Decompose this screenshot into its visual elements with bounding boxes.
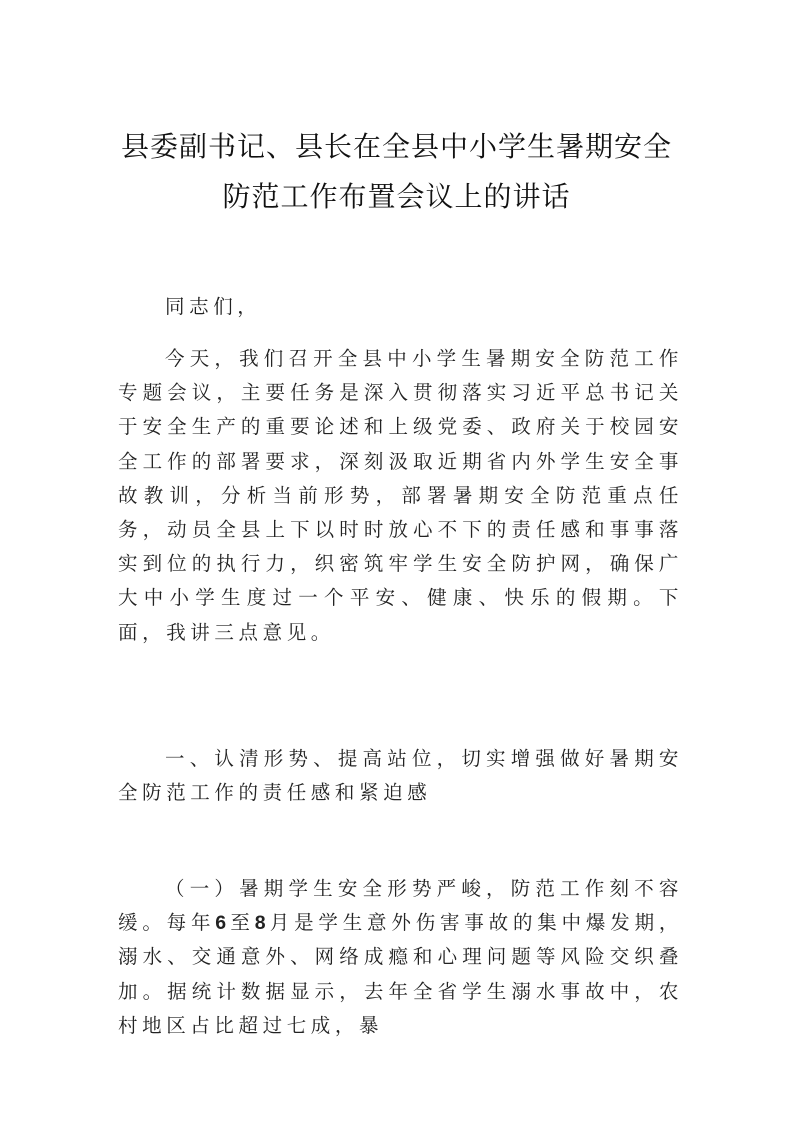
intro-paragraph: 今天，我们召开全县中小学生暑期安全防范工作专题会议，主要任务是深入贯彻落实习近平总书记关于安全生产的重要论述和上级党委、政府关于校园安全工作的部署要求，深刻汲取近期省内外学生安全事故教训，分析当前形势，部署暑期安全防范重点任务，动员全县上下以时时放心不下的责任感和事事落实到位的执行力，织密筑牢学生安全防护网，确保广大中小学生度过一个平安、健康、快乐的假期。下面，我讲三点意见。: [118, 347, 683, 644]
section-heading: 一、认清形势、提高站位，切实增强做好暑期安全防范工作的责任感和紧迫感: [118, 747, 683, 805]
greeting: 同志们，: [165, 295, 262, 318]
document-title: [100, 122, 693, 222]
month-start: 6: [215, 912, 231, 935]
title-line-1: 县委副书记、县长在全县中小学生暑期安全: [120, 130, 672, 163]
section-heading-block: [118, 742, 683, 810]
greeting-block: [118, 290, 683, 324]
subsection-paragraph: [118, 872, 683, 1043]
intro-block: [118, 342, 683, 650]
subsection-block: [118, 872, 683, 1043]
title-line-2: 防范工作布置会议上的讲话: [222, 180, 571, 213]
month-end: 8: [254, 912, 270, 935]
month-between: 至: [230, 911, 255, 935]
subsection-rest: 月是学生意外伤害事故的集中爆发期，溺水、交通意外、网络成瘾和心理问题等风险交织叠加。据统计数据显示，去年全省学生溺水事故中，农村地区占比超过七成，暴: [118, 911, 683, 1037]
subsection-lead: （一）暑期学生安全形势严峻，防范工作刻不容缓。每年: [118, 877, 683, 935]
